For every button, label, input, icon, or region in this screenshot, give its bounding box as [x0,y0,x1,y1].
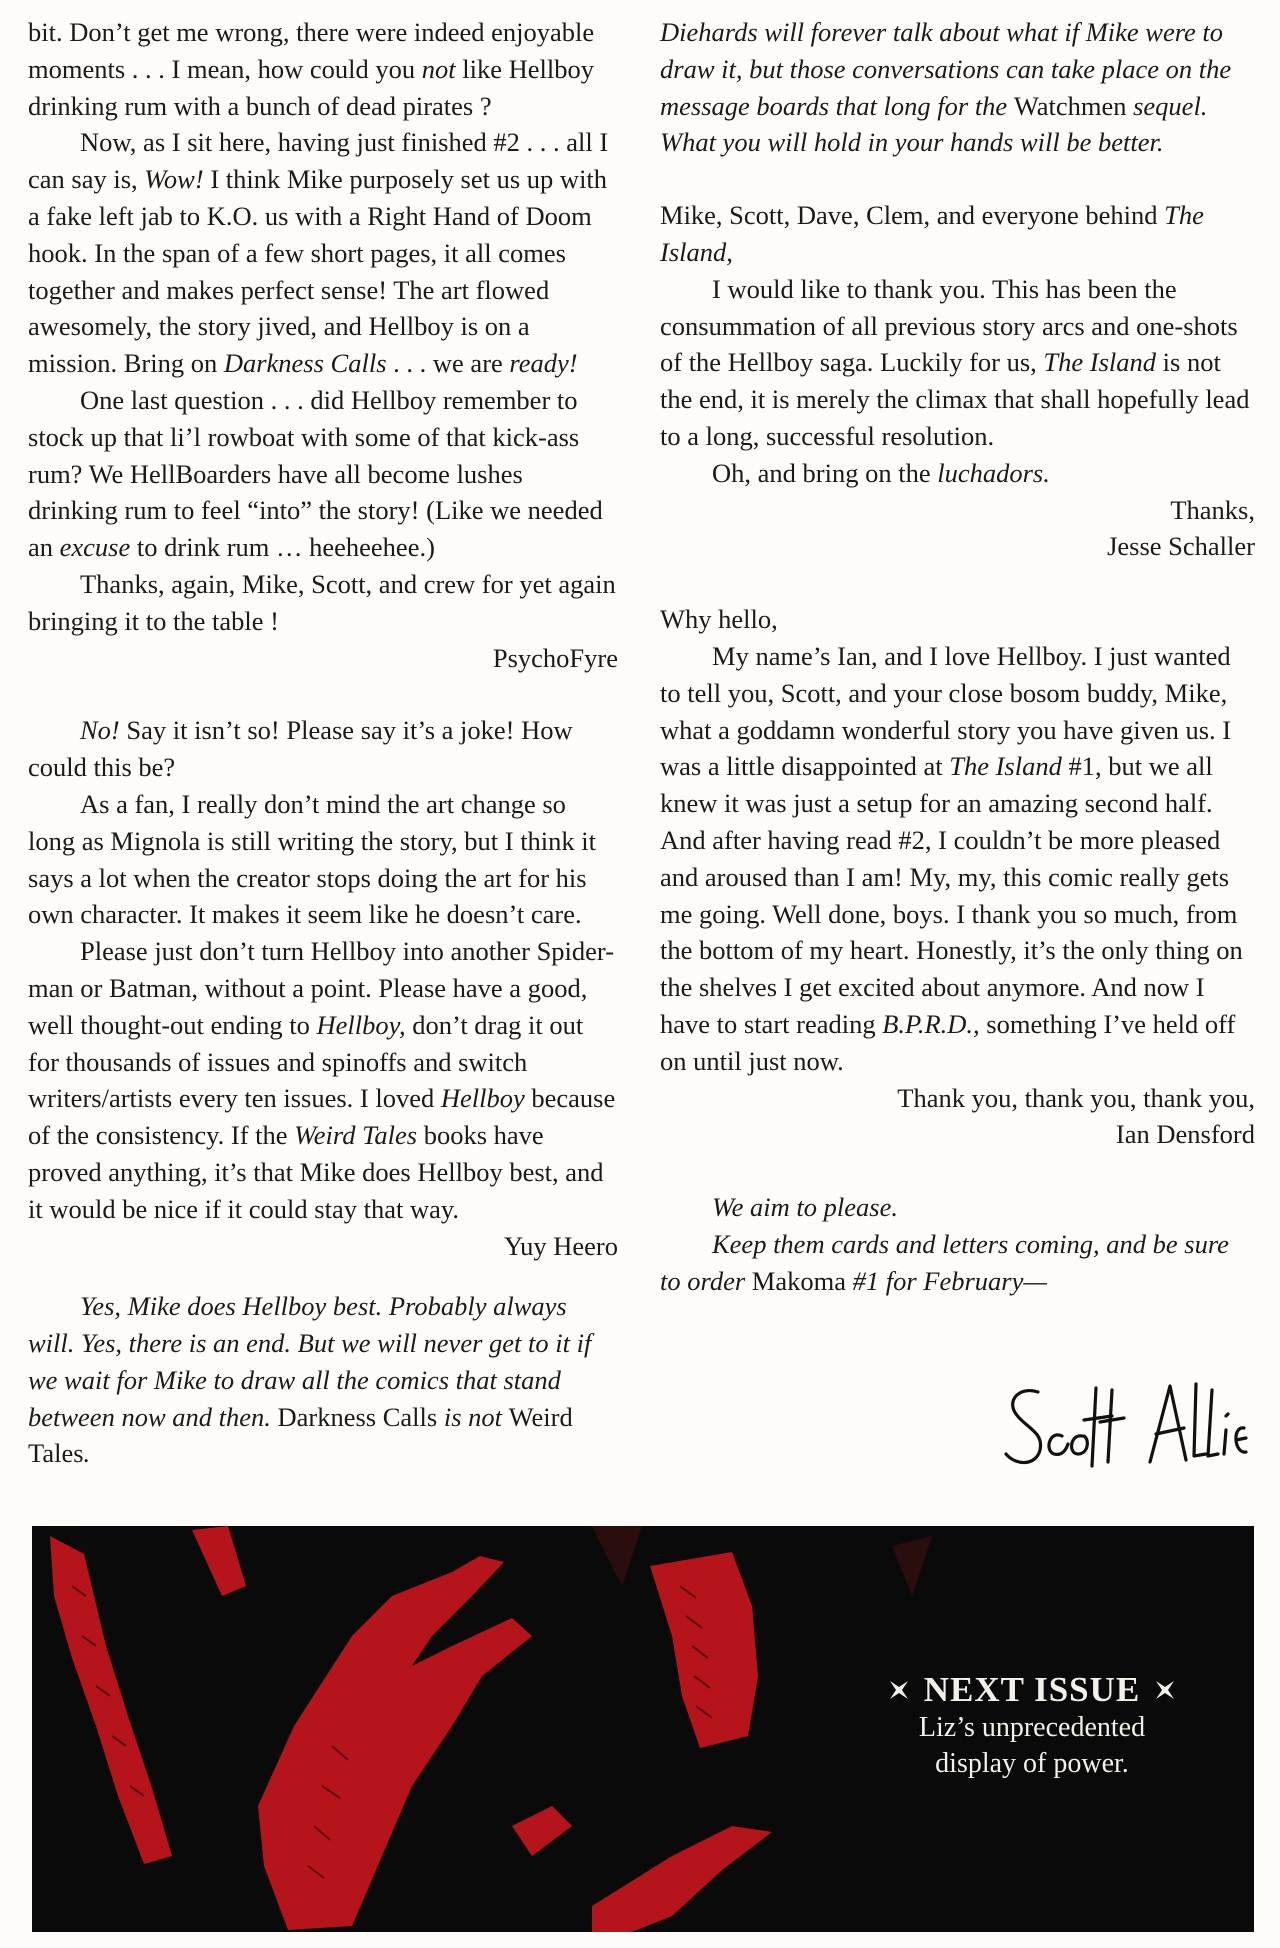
letter-paragraph: Thanks, again, Mike, Scott, and crew for yet again bringing it to the table ! [28,568,616,636]
letter-psychofyre [28,14,618,676]
next-issue-text [842,1670,1222,1782]
editor-reply: Yes, Mike does Hellboy best. Probably always will. Yes, there is an end. But we will never get to it if we wait for Mike to draw all the comics that stand between now and then. Darkness Calls is not Weird Tales. [28,1291,592,1469]
next-issue-heading [842,1670,1222,1710]
cross-pattee-icon [888,1679,910,1701]
letter-paragraph: Oh, and bring on the luchadors. [712,457,1050,488]
letter-ian-densford [660,601,1255,1153]
next-issue-line: Liz’s unprecedented [918,1712,1146,1743]
closing-line: Keep them cards and letters coming, and be sure to order Makoma #1 for February— [660,1228,1229,1296]
letter-signoff: PsychoFyre [492,642,618,673]
editor-signature [1000,1370,1250,1490]
editor-reply-continued: Diehards will forever talk about what if Mike were to draw it, but those conversations can take place on the message boards that long for the Watchmen sequel. What you will hold in your hands will be better. [660,17,1232,158]
letter-yuy-heero [28,712,618,1264]
letter-paragraph: Now, as I sit here, having just finished #2 . . . all I can say is, Wow! I think Mike purposely set us up with a fake left jab to K.O. us with a Right Hand of Doom hook. In the span of a few short pages, it all comes together and makes perfect sense! The art flowed awesomely, the story jived, and Hellboy is on a mission. Bring on Darkness Calls . . . we are ready! [28,127,609,379]
letter-signoff: Thanks, [1170,494,1255,525]
letter-paragraph: No! Say it isn’t so! Please say it’s a joke! How could this be? [28,715,573,783]
next-issue-title: NEXT ISSUE [923,1670,1141,1709]
closing-line: We aim to please. [712,1192,898,1223]
spacer [660,1153,1255,1189]
letter-paragraph: One last question . . . did Hellboy remember to stock up that li’l rowboat with some of that kick-ass rum? We HellBoarders have all become lushes drinking rum to feel “into” the story! (Like we needed an excuse to drink rum … heeheehee.) [28,384,603,563]
letter-author: Jesse Schaller [1107,531,1255,562]
editor-closing [660,1189,1255,1299]
spacer [660,565,1255,601]
letter-paragraph: bit. Don’t get me wrong, there were indeed enjoyable moments . . . I mean, how could you not like Hellboy drinking rum with a bunch of dead pirates ? [28,17,595,121]
letter-signoff: Thank you, thank you, thank you, [897,1082,1255,1113]
letter-jesse-schaller [660,197,1255,565]
letter-paragraph: My name’s Ian, and I love Hellboy. I just wanted to tell you, Scott, and your close bosom buddy, Mike, what a goddamn wonderful story you have given us. I was a little disappointed at The Island #1, but we all knew it was just a setup for an amazing second half. And after having read #2, I couldn’t be more pleased and aroused than I am! My, my, this comic really gets me going. Well done, boys. I thank you so much, from the bottom of my heart. Honestly, it’s the only thing on the shelves I get excited about anymore. And now I have to start reading B.P.R.D., something I’ve held off on until just now. [660,640,1243,1076]
letter-paragraph: As a fan, I really don’t mind the art change so long as Mignola is still writing the story, but I think it says a lot when the creator stops doing the art for his own character. It makes it seem like he doesn’t care. [28,788,597,930]
letters-right-column [660,14,1255,1300]
letter-author: Ian Densford [1115,1119,1255,1150]
next-issue-line: display of power. [935,1748,1129,1779]
letter-salutation: Why hello, [660,604,778,635]
letter-paragraph: Please just don’t turn Hellboy into another Spider-man or Batman, without a point. Please have a good, well thought-out ending to Hellboy, don’t drag it out for thousands of issues and spinoffs and switch writers/artists every ten issues. I loved Hellboy because of the consistency. If the Weird Tales books have proved anything, it’s that Mike does Hellboy best, and it would be nice if it could stay that way. [28,936,616,1224]
cross-pattee-icon [1154,1679,1176,1701]
letter-signoff: Yuy Heero [503,1230,618,1261]
spacer [28,676,618,712]
next-issue-banner [32,1526,1254,1932]
letter-salutation: Mike, Scott, Dave, Clem, and everyone behind The Island, [660,200,1204,267]
spacer [28,1264,618,1288]
letter-paragraph: I would like to thank you. This has been the consummation of all previous story arcs and one-shots of the Hellboy saga. Luckily for us, The Island is not the end, it is merely the climax that shall hopefully lead to a long, successful resolution. [660,273,1250,451]
letters-left-column [28,14,618,1472]
spacer [660,161,1255,197]
